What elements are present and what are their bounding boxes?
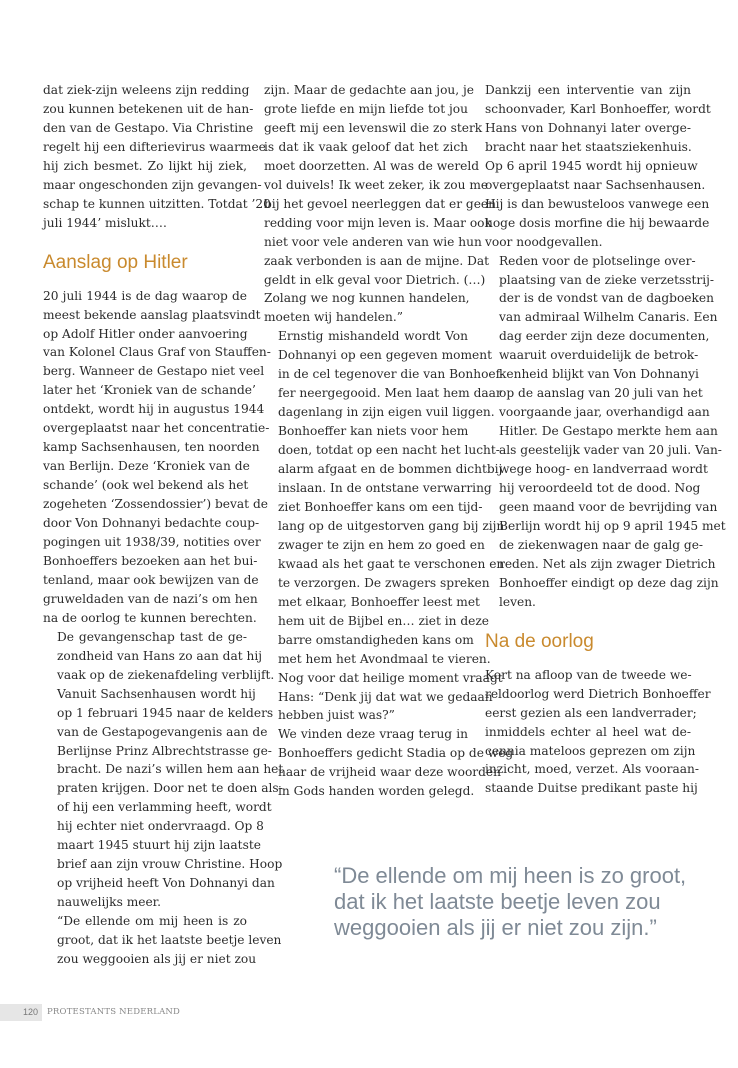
text-line: Berlijn wordt hij op 9 april 1945 met <box>499 518 726 533</box>
text-line: op Adolf Hitler onder aanvoering <box>43 326 248 341</box>
text-line: den van de Gestapo. Via Christine <box>43 120 254 135</box>
text-line: naar de vrijheid waar deze woorden <box>278 765 501 780</box>
text-line: Vanuit Sachsenhausen wordt hij <box>57 686 256 701</box>
text-line: Op 6 april 1945 wordt hij opnieuw <box>485 158 698 173</box>
text-line: Zolang we nog kunnen handelen, <box>264 291 470 306</box>
text-line: dag eerder zijn deze documenten, <box>499 329 710 344</box>
text-line: fer neergegooid. Men laat hem daar <box>278 386 502 401</box>
page-footer <box>0 1004 260 1021</box>
text-line: zaak verbonden is aan de mijne. Dat <box>264 253 490 268</box>
text-line: na de oorlog te kunnen berechten. <box>43 610 257 625</box>
text-line: De gevangenschap tast de ge- <box>57 629 247 644</box>
text-line: doen, totdat op een nacht het lucht- <box>278 443 500 458</box>
publication-name: PROTESTANTS NEDERLAND <box>47 1007 181 1017</box>
text-line: ontdekt, wordt hij in augustus 1944 <box>43 402 265 417</box>
text-line: voor noodgevallen. <box>485 234 603 249</box>
text-line: moet doorzetten. Al was de wereld <box>264 158 480 173</box>
text-line: kenheid blijkt van Von Dohnanyi <box>499 367 699 382</box>
text-line: Kort na afloop van de tweede we- <box>485 667 692 682</box>
text-line: regelt hij een difterievirus waarmee <box>43 139 266 154</box>
paragraph <box>264 327 505 725</box>
text-line: van Berlijn. Deze ‘Kroniek van de <box>43 459 250 474</box>
text-line: inmiddels echter al heel wat de- <box>485 724 691 739</box>
text-line: kamp Sachsenhausen, ten noorden <box>43 440 260 455</box>
text-line: Hitler. De Gestapo merkte hem aan <box>499 424 718 439</box>
paragraph <box>43 912 282 969</box>
paragraph <box>43 81 271 233</box>
text-line: hem uit de Bijbel en… ziet in deze <box>278 613 490 628</box>
text-line: brief aan zijn vrouw Christine. Hoop <box>57 857 283 872</box>
text-line: gruweldaden van de nazi’s om hen <box>43 591 258 606</box>
text-line: reden. Net als zijn zwager Dietrich <box>499 556 716 571</box>
text-line: geen maand voor de bevrijding van <box>499 499 718 514</box>
text-line: zou weggooien als jij er niet zou <box>57 951 257 966</box>
text-line: zwager te zijn en hem zo goed en <box>278 537 485 552</box>
pull-quote <box>334 863 714 941</box>
text-line: Berlijnse Prinz Albrechtstrasse ge- <box>57 743 272 758</box>
text-line: Bonhoeffers bezoeken aan het bui- <box>43 553 258 568</box>
text-line: inzicht, moed, verzet. Als vooraan- <box>485 762 699 777</box>
text-line: van de Gestapogevangenis aan de <box>57 724 268 739</box>
text-line: of hij een verlamming heeft, wordt <box>57 800 272 815</box>
text-line: zijn. Maar de gedachte aan jou, je <box>264 83 474 97</box>
text-line: hij veroordeeld tot de dood. Nog <box>499 481 701 496</box>
text-line: in de cel tegenover die van Bonhoef- <box>278 367 504 382</box>
text-line: later het ‘Kroniek van de schande’ <box>43 383 256 398</box>
text-column-2 <box>264 81 514 801</box>
text-line: inslaan. In de ontstane verwarring <box>278 481 492 496</box>
text-line: zondheid van Hans zo aan dat hij <box>57 648 263 663</box>
text-line: dat ziek-zijn weleens zijn redding <box>43 83 250 97</box>
text-line: Reden voor de plotselinge over- <box>499 253 696 268</box>
text-line: redding voor mijn leven is. Maar ook <box>264 215 492 230</box>
text-line: de ziekenwagen naar de galg ge- <box>499 537 704 552</box>
section-heading-aanslag: Aanslag op Hitler <box>43 251 188 273</box>
paragraph <box>485 666 711 799</box>
text-line: overgeplaatst naar het concentratie- <box>43 421 270 436</box>
text-line: staande Duitse predikant paste hij <box>485 781 698 796</box>
text-line: meest bekende aanslag plaatsvindt <box>43 307 261 322</box>
text-line: van admiraal Wilhelm Canaris. Een <box>499 310 718 325</box>
text-line: bij het gevoel neerleggen dat er geen <box>264 196 496 211</box>
text-column-1 <box>43 81 284 969</box>
paragraph <box>43 628 284 912</box>
text-line: waaruit overduidelijk de betrok- <box>499 348 699 363</box>
text-line: weggooien als jij er niet zou zijn.” <box>334 915 657 940</box>
text-line: moeten wij handelen.” <box>264 310 403 325</box>
text-line: plaatsing van de zieke verzetsstrij- <box>499 272 715 287</box>
text-line: als geestelijk vader van 20 juli. Van- <box>499 443 722 458</box>
text-line: maar ongeschonden zijn gevangen- <box>43 177 262 192</box>
text-line: eerst gezien als een landverrader; <box>485 705 697 720</box>
text-line: zou kunnen betekenen uit de han- <box>43 101 254 116</box>
text-line: schande’ (ook wel bekend als het <box>43 478 249 493</box>
text-line: Bonhoeffers gedicht Stadia op de weg <box>278 746 514 761</box>
text-line: Nog voor dat heilige moment vraagt <box>278 670 503 685</box>
text-line: vol duivels! Ik weet zeker, ik zou me <box>264 177 489 192</box>
text-line: bracht naar het staatsziekenhuis. <box>485 139 692 154</box>
text-line: reldoorlog werd Dietrich Bonhoeffer <box>485 686 711 701</box>
text-line: Hij is dan bewusteloos vanwege een <box>485 196 710 211</box>
text-line: hij echter niet ondervraagd. Op 8 <box>57 819 264 834</box>
paragraph <box>485 81 711 252</box>
text-line: schoonvader, Karl Bonhoeffer, wordt <box>485 101 711 116</box>
page-number: 120 <box>0 1004 42 1021</box>
text-line: Hans von Dohnanyi later overge- <box>485 120 691 135</box>
text-line: te verzorgen. De zwagers spreken <box>278 575 490 590</box>
paragraph <box>485 252 726 612</box>
text-column-3 <box>485 81 726 798</box>
text-line: dat ik het laatste beetje leven zou <box>334 889 661 914</box>
text-line: cennia mateloos geprezen om zijn <box>485 743 696 758</box>
text-line: bracht. De nazi’s willen hem aan het <box>57 762 284 777</box>
text-line: lang op de uitgestorven gang bij zijn <box>278 518 505 533</box>
text-line: voorgaande jaar, overhandigd aan <box>499 405 710 420</box>
text-line: van Kolonel Claus Graf von Stauffen- <box>43 345 271 360</box>
text-line: 20 juli 1944 is de dag waarop de <box>43 288 247 303</box>
text-line: kwaad als het gaat te verschonen en <box>278 556 505 571</box>
text-line: niet voor vele anderen van wie hun <box>264 234 482 249</box>
text-line: overgeplaatst naar Sachsenhausen. <box>485 177 706 192</box>
text-line: zogeheten ‘Zossendossier’) bevat de <box>43 497 268 512</box>
text-line: in Gods handen worden gelegd. <box>278 784 475 799</box>
text-line: hij zich besmet. Zo lijkt hij ziek, <box>43 158 247 173</box>
text-line: wege hoog- en landverraad wordt <box>499 462 708 477</box>
text-line: Dohnanyi op een gegeven moment <box>278 348 493 363</box>
text-line: op vrijheid heeft Von Dohnanyi dan <box>57 876 275 891</box>
text-line: geldt in elk geval voor Dietrich. (…) <box>264 272 486 287</box>
text-line: op 1 februari 1945 naar de kelders <box>57 705 274 720</box>
text-line: ziet Bonhoeffer kans om een tijd- <box>278 499 483 514</box>
text-line: alarm afgaat en de bommen dichtbij <box>278 462 503 477</box>
text-line: hebben juist was?” <box>278 708 395 723</box>
text-line: met elkaar, Bonhoeffer leest met <box>278 594 480 609</box>
text-line: Bonhoeffer eindigt op deze dag zijn <box>499 575 719 590</box>
text-line: grote liefde en mijn liefde tot jou <box>264 101 468 116</box>
text-line: hoge dosis morfine die hij bewaarde <box>485 215 710 230</box>
text-line: dagenlang in zijn eigen vuil liggen. <box>278 405 495 420</box>
text-line: berg. Wanneer de Gestapo niet veel <box>43 364 265 379</box>
text-line: barre omstandigheden kans om <box>278 632 474 647</box>
text-line: “De ellende om mij heen is zo <box>57 914 247 929</box>
text-line: nauwelijks meer. <box>57 895 162 910</box>
text-line: maart 1945 stuurt hij zijn laatste <box>57 838 261 853</box>
text-line: groot, dat ik het laatste beetje leven <box>57 933 282 948</box>
text-line: leven. <box>499 594 536 609</box>
text-line: Dankzij een interventie van zijn <box>485 83 691 97</box>
text-line: Bonhoeffer kan niets voor hem <box>278 424 469 439</box>
text-line: der is de vondst van de dagboeken <box>499 291 714 306</box>
text-line: is dat ik vaak geloof dat het zich <box>264 139 468 154</box>
text-line: “De ellende om mij heen is zo groot, <box>334 863 687 888</box>
text-line: vaak op de ziekenafdeling verblijft. <box>57 667 275 682</box>
text-line: op de aanslag van 20 juli van het <box>499 386 703 401</box>
text-line: pogingen uit 1938/39, notities over <box>43 535 261 550</box>
text-line: We vinden deze vraag terug in <box>278 727 468 742</box>
text-line: met hem het Avondmaal te vieren. <box>278 651 491 666</box>
paragraph <box>264 725 514 801</box>
paragraph <box>43 287 271 628</box>
text-line: tenland, maar ook bewijzen van de <box>43 572 259 587</box>
text-line: praten krijgen. Door net te doen als- <box>57 781 283 796</box>
text-line: Ernstig mishandeld wordt Von <box>278 329 468 344</box>
text-line: juli 1944’ mislukt…. <box>43 215 167 230</box>
text-line: geeft mij een levenswil die zo sterk <box>264 120 483 135</box>
text-line: schap te kunnen uitzitten. Totdat ’20 <box>43 196 271 211</box>
text-line: Hans: “Denk jij dat wat we gedaan <box>278 689 493 704</box>
paragraph <box>264 81 496 327</box>
text-line: door Von Dohnanyi bedachte coup- <box>43 516 260 531</box>
section-heading-na-de-oorlog: Na de oorlog <box>485 630 594 652</box>
